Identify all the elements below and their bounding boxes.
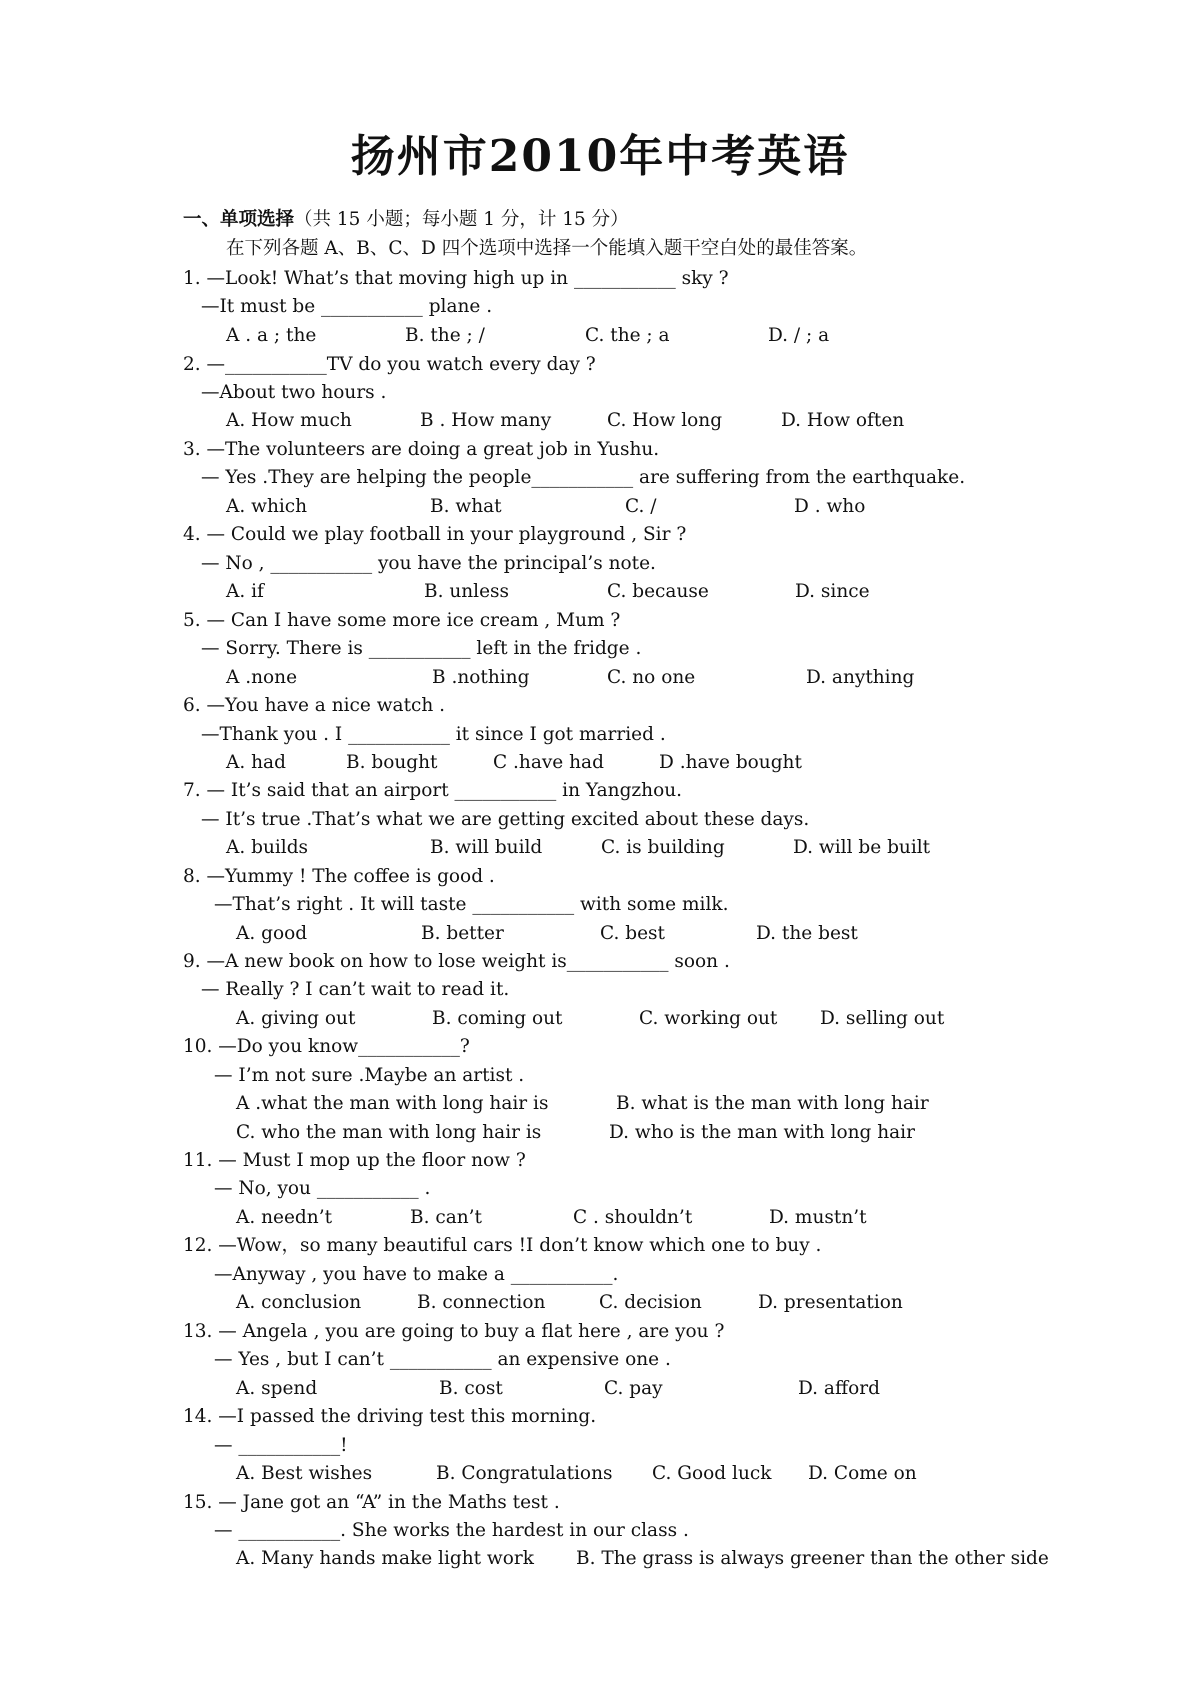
option-c: C. Good luck — [652, 1463, 772, 1484]
option-b: B. what is the man with long hair — [616, 1093, 929, 1114]
option-b: B. Congratulations — [436, 1463, 613, 1484]
option-c: C. working out — [639, 1008, 778, 1029]
section-note: （共 15 小题；每小题 1 分，计 15 分） — [294, 209, 629, 230]
question-stem: 4. — Could we play football in your playground , Sir ? — [183, 524, 687, 545]
question-response: — Yes , but I can’t ___________ an expensive one . — [214, 1349, 671, 1370]
question-stem: 3. —The volunteers are doing a great job in Yushu. — [183, 439, 660, 460]
section-heading: 一、单项选择 — [183, 209, 295, 230]
option-c: C. no one — [607, 667, 696, 688]
option-a: A .none — [226, 667, 298, 688]
page-title: 扬州市2010年中考英语 — [350, 131, 850, 182]
option-d: D. Come on — [808, 1463, 917, 1484]
question-stem: 11. — Must I mop up the floor now ? — [183, 1150, 526, 1171]
question-stem: 14. —I passed the driving test this morning. — [183, 1406, 597, 1427]
question-response: — No , ___________ you have the principal’s note. — [201, 553, 656, 574]
question-stem: 8. —Yummy ! The coffee is good . — [183, 866, 495, 887]
option-b: B . How many — [420, 410, 552, 431]
option-d: D .have bought — [659, 752, 802, 773]
option-a: A. good — [236, 923, 308, 944]
question-response: — No, you ___________ . — [214, 1178, 431, 1199]
question-response: — ___________. She works the hardest in our class . — [214, 1520, 689, 1541]
question-response: — ___________! — [214, 1435, 348, 1456]
option-c: C . shouldn’t — [573, 1207, 693, 1228]
option-c: C. decision — [599, 1292, 702, 1313]
option-b: B. The grass is always greener than the other side — [576, 1548, 1049, 1569]
option-d: D. selling out — [820, 1008, 945, 1029]
option-d: D. mustn’t — [769, 1207, 867, 1228]
option-a: A. How much — [226, 410, 352, 431]
question-stem: 7. — It’s said that an airport ___________ in Yangzhou. — [183, 780, 683, 801]
option-b: B. can’t — [410, 1207, 482, 1228]
option-c: C. the ; a — [585, 325, 670, 346]
option-c: C. pay — [604, 1378, 663, 1399]
question-stem: 9. —A new book on how to lose weight is___________ soon . — [183, 951, 730, 972]
question-stem: 10. —Do you know___________? — [183, 1036, 470, 1057]
option-d: D . who — [794, 496, 866, 517]
option-d: D. anything — [806, 667, 915, 688]
option-a: A. which — [226, 496, 308, 517]
option-a: A. Best wishes — [236, 1463, 373, 1484]
option-a: A. giving out — [236, 1008, 356, 1029]
option-c: C. / — [625, 496, 657, 517]
option-d: D. will be built — [793, 837, 931, 858]
option-b: B .nothing — [432, 667, 530, 688]
option-a: A. if — [226, 581, 264, 602]
question-stem: 1. —Look! What’s that moving high up in ___________ sky ? — [183, 268, 729, 289]
question-response: — Really ? I can’t wait to read it. — [201, 979, 510, 1000]
question-stem: 15. — Jane got an “A” in the Maths test . — [183, 1492, 560, 1513]
option-a: A. Many hands make light work — [236, 1548, 534, 1569]
option-a: A. needn’t — [236, 1207, 333, 1228]
option-a: A. had — [226, 752, 286, 773]
option-d: D. afford — [798, 1378, 880, 1399]
option-b: B. bought — [346, 752, 438, 773]
option-c: C. best — [600, 923, 665, 944]
option-b: B. unless — [424, 581, 510, 602]
question-stem: 13. — Angela , you are going to buy a flat here , are you ? — [183, 1321, 725, 1342]
option-a: A. conclusion — [236, 1292, 362, 1313]
question-response: — It’s true .That’s what we are getting excited about these days. — [201, 809, 810, 830]
section-instruction: 在下列各题 A、B、C、D 四个选项中选择一个能填入题干空白处的最佳答案。 — [226, 238, 868, 259]
option-c: C. How long — [607, 410, 723, 431]
option-d: D. How often — [781, 410, 905, 431]
option-c: C. is building — [601, 837, 725, 858]
option-b: B. connection — [417, 1292, 546, 1313]
question-response: — Yes .They are helping the people___________ are suffering from the earthquake. — [201, 467, 966, 488]
option-d: D. the best — [756, 923, 858, 944]
question-stem: 6. —You have a nice watch . — [183, 695, 446, 716]
question-response: —That’s right . It will taste ___________ with some milk. — [214, 894, 729, 915]
question-response: —It must be ___________ plane . — [201, 296, 493, 317]
option-a: A . a ; the — [226, 325, 317, 346]
question-stem: 2. —___________TV do you watch every day ? — [183, 354, 596, 375]
option-b: B. better — [421, 923, 504, 944]
option-a: A .what the man with long hair is — [236, 1093, 549, 1114]
option-c: C. because — [607, 581, 709, 602]
option-b: B. the ; / — [405, 325, 485, 346]
option-a: A. spend — [236, 1378, 318, 1399]
question-response: — Sorry. There is ___________ left in the fridge . — [201, 638, 642, 659]
section-header — [183, 207, 629, 233]
option-a: A. builds — [226, 837, 309, 858]
option-c: C. who the man with long hair is — [236, 1122, 542, 1143]
option-d: D. presentation — [758, 1292, 903, 1313]
question-response: — I’m not sure .Maybe an artist . — [214, 1065, 525, 1086]
question-stem: 12. —Wow，so many beautiful cars !I don’t know which one to buy . — [183, 1235, 822, 1256]
option-d: D. who is the man with long hair — [609, 1122, 915, 1143]
question-stem: 5. — Can I have some more ice cream , Mum ? — [183, 610, 621, 631]
option-b: B. will build — [430, 837, 543, 858]
option-d: D. / ; a — [768, 325, 830, 346]
option-b: B. what — [430, 496, 502, 517]
question-response: —Anyway , you have to make a ___________. — [214, 1264, 619, 1285]
question-response: —Thank you . I ___________ it since I got married . — [201, 724, 666, 745]
option-b: B. coming out — [432, 1008, 563, 1029]
option-d: D. since — [795, 581, 870, 602]
option-b: B. cost — [439, 1378, 503, 1399]
option-c: C .have had — [493, 752, 604, 773]
question-response: —About two hours . — [201, 382, 387, 403]
